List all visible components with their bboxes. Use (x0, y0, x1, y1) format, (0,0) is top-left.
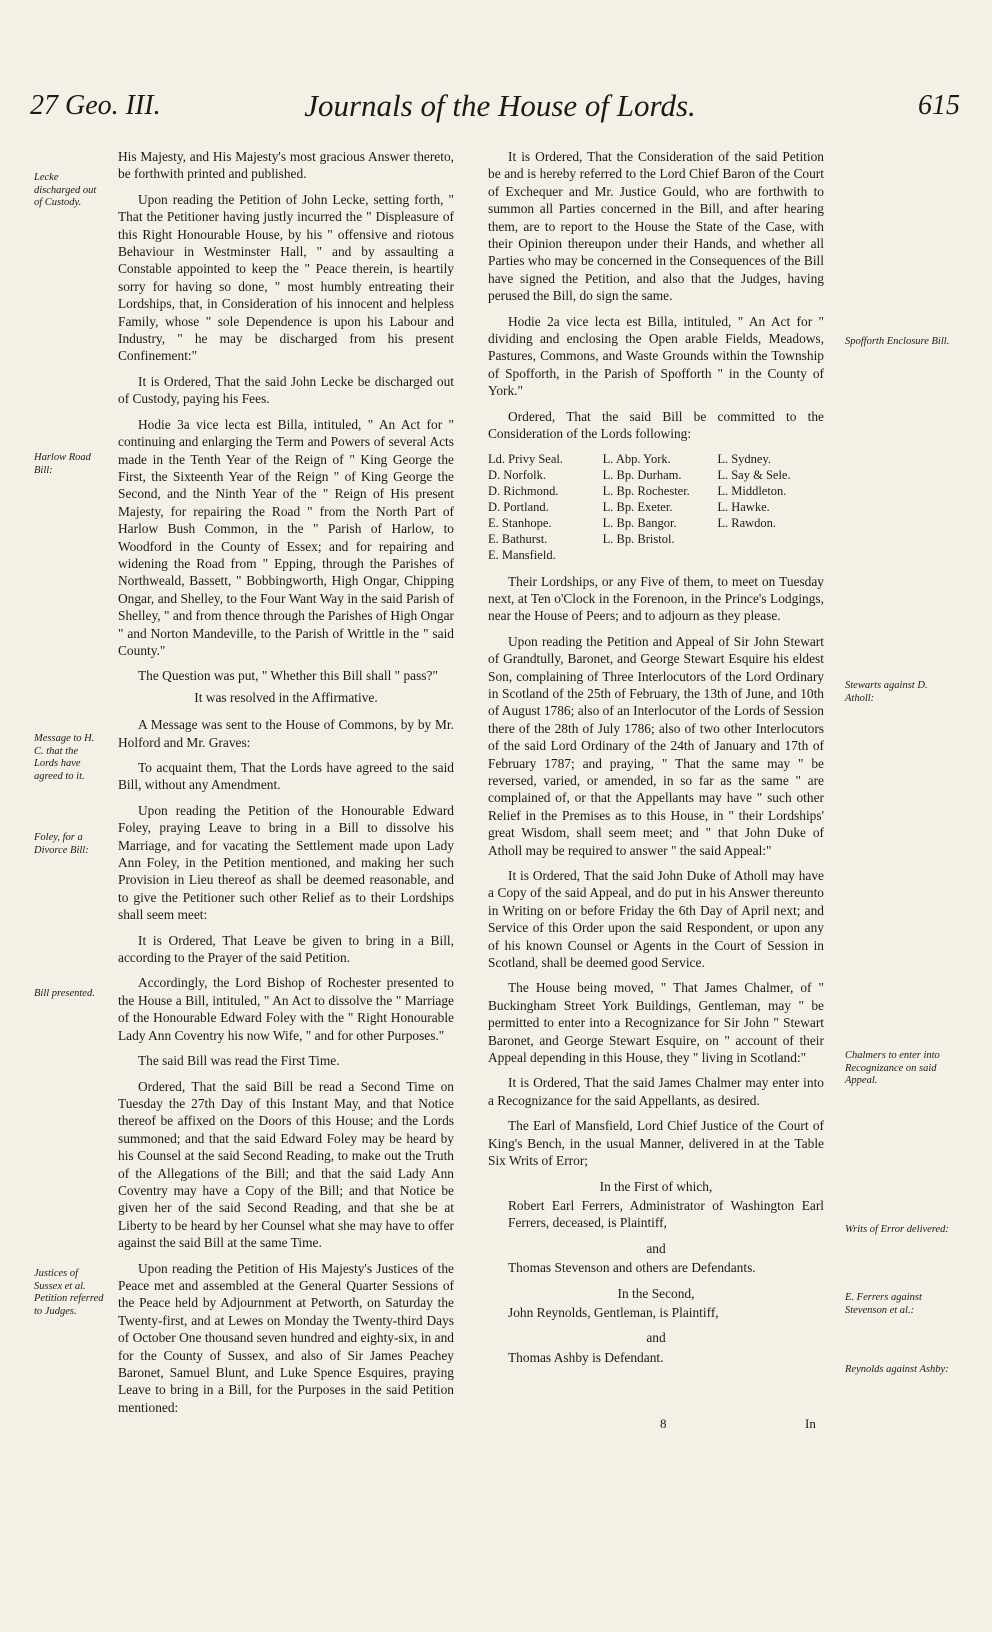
lords-list-col3 (717, 451, 824, 563)
left-column (118, 148, 454, 1424)
lord-name: L. Bp. Bristol. (602, 531, 675, 546)
lord-name: L. Rawdon. (717, 515, 777, 530)
paragraph: Their Lordships, or any Five of them, to meet on Tuesday next, at Ten o'Clock in the Forenoon, in the Prince's Lodgings, near the House of Peers; and to adjourn as they please. (488, 573, 824, 624)
lord-name: L. Say & Sele. (717, 467, 791, 482)
writ-line: In the Second, (617, 1285, 695, 1301)
lord-name: L. Hawke. (717, 499, 770, 514)
writ-line: Thomas Ashby is Defendant. (508, 1349, 664, 1365)
lord-name: Ld. Privy Seal. (488, 451, 563, 466)
lord-name: L. Sydney. (717, 451, 772, 466)
paragraph: A Message was sent to the House of Commons, by by Mr. Holford and Mr. Graves: (118, 717, 454, 750)
paragraph: It is Ordered, That the said John Duke of Atholl may have a Copy of the said Appeal, and do put in his Answer thereunto in Writing on or before Friday the 6th Day of April next; and Service of this Order upon the said Respondent, or upon any of his known Counsel or Agents in the Court of Session in Scotland, shall be deemed good Service. (488, 868, 824, 971)
paragraph: Ordered, That the said Bill be committed to the Consideration of the Lords following: (488, 408, 824, 442)
regnal-year: 27 Geo. III. (30, 90, 161, 121)
margin-note: Justices of Sussex et al. Petition referred to Judges. (34, 1268, 104, 1317)
paragraph: Ordered, That the said Bill be read a Second Time on Tuesday the 27th Day of this Instant May, and that Notice thereof be affixed on the Doors of this House; and the Lords summoned; and that the said Edward Foley may be heard by his Counsel at the said Second Reading, to make out the Truth of the Allegations of the Bill; and that the said Lady Ann Coventry may have a Copy of the Bill; and that Notice be given her of the said Second Reading, and that she be at Liberty to be heard by her Counsel what she may have to offer against the said Bill at the same Time. (118, 1078, 454, 1251)
paragraph: To acquaint them, That the Lords have agreed to the said Bill, without any Amendment. (118, 760, 454, 793)
lord-name: L. Bp. Exeter. (602, 499, 673, 514)
paragraph: It is Ordered, That the said James Chalmer may enter into a Recognizance for the said Appellants, as desired. (488, 1075, 824, 1108)
paragraph: Hodie 3a vice lecta est Billa, intituled, " An Act for " continuing and enlarging the Term and Powers of several Acts made in the Tenth Year of the Reign of " King George the First, the Sixteenth Year of the Reign " of King George the Second, and the Ninth Year of the " Reign of His present Majesty, for repairing the Road " from the North Part of Harlow Bush Common, in the " Parish of Harlow, to Woodford in the County of Essex; and for repairing and widening the Road from " Epping, through the Parishes of Northweald, Bassett, " Bobbingworth, High Ongar, Chipping Ongar, and Shelley, to the Four Want Way in the said Parish of Shelley, " and from thence through the Parishes of High Ongar " and Norton Mandeville, to the Parish of Writtle in the " said County." (118, 416, 454, 658)
writ-line: John Reynolds, Gentleman, is Plaintiff, (508, 1304, 719, 1320)
margin-note: Reynolds against Ashby: (845, 1364, 949, 1375)
paragraph: The House being moved, " That James Chalmer, of " Buckingham Street York Buildings, Gentleman, may " be permitted to enter into a Recognizance for Sir John " Stewart Baronet, and George Stewart Esquire, on " account of their Appeal depending in this House, they " living in Scotland:" (488, 980, 824, 1066)
margin-note: Foley, for a Divorce Bill: (34, 832, 89, 856)
paragraph: It is Ordered, That Leave be given to bring in a Bill, according to the Prayer of the said Petition. (118, 932, 454, 966)
margin-note: Writs of Error delivered: (845, 1224, 949, 1235)
margin-note: Harlow Road Bill: (34, 452, 91, 476)
page-number: 615 (918, 90, 960, 121)
lord-name: L. Middleton. (717, 483, 787, 498)
margin-note: Chalmers to enter into Recognizance on said Appeal. (845, 1050, 940, 1087)
lords-committee-list (488, 451, 824, 563)
catchword: In (805, 1416, 816, 1431)
paragraph: Accordingly, the Lord Bishop of Rochester presented to the House a Bill, intituled, " An Act to dissolve the " Marriage of the Honourable Edward Foley with the " Right Honourable Lady Ann Coventry his now Wife, " and for other Purposes." (118, 975, 454, 1043)
lord-name: D. Portland. (488, 499, 549, 514)
writ-line: and (646, 1240, 666, 1256)
lord-name: E. Stanhope. (488, 515, 552, 530)
paragraph: The said Bill was read the First Time. (138, 1053, 340, 1069)
paragraph: Upon reading the Petition of the Honourable Edward Foley, praying Leave to bring in a Bill to dissolve his Marriage, and for vacating the Settlement made upon Lady Ann Foley, in the Petition mentioned, and making her such Provision in Lieu thereof as shall be deemed reasonable, and to give the Petitioner such other Relief as to their Lordships shall seem meet: (118, 802, 454, 923)
paragraph: It is Ordered, That the said John Lecke be discharged out of Custody, paying his Fees. (118, 373, 454, 407)
margin-note: Stewarts against D. Atholl: (845, 680, 928, 704)
lords-list-col2 (603, 451, 710, 563)
paragraph: Upon reading the Petition and Appeal of Sir John Stewart of Grandtully, Baronet, and George Stewart Esquire his eldest Son, complaining of Three Interlocutors of the Lord Ordinary in Scotland of the 25th of February, the 13th of June, and 10th of August 1786; also of an Interlocutor of the Lords of Session there of the 28th of July 1786; also of two other Interlocutors of the said Lord Ordinary of the 24th of January and 17th of February 1787; and praying, " That the same may " be reversed, varied, or amended, in so far as the same " are complained of, or that the Appellants may have " such other Relief in the Premises as to this House, in " their Lordships' great Wisdom, shall seem meet; and " that John Duke of Atholl may be required to answer " the said Appeal:" (488, 633, 824, 858)
right-column (488, 148, 824, 1374)
lord-name: E. Bathurst. (488, 531, 548, 546)
writ-line: Thomas Stevenson and others are Defendants. (508, 1260, 756, 1276)
paragraph: The Earl of Mansfield, Lord Chief Justice of the Court of King's Bench, in the usual Manner, delivered in at the Table Six Writs of Error; (488, 1118, 824, 1169)
lord-name: E. Mansfield. (488, 547, 556, 562)
writ-line: and (646, 1330, 666, 1346)
lords-list-col1 (488, 451, 595, 563)
margin-note: Lecke discharged out of Custody. (34, 172, 97, 209)
lord-name: L. Bp. Bangor. (602, 515, 677, 530)
paragraph: The Question was put, " Whether this Bill shall " pass?" (138, 668, 438, 684)
writ-line: Robert Earl Ferrers, Administrator of Washington Earl Ferrers, deceased, is Plaintiff, (508, 1197, 824, 1231)
signature-mark: 8 (660, 1416, 667, 1431)
margin-note: Bill presented. (34, 988, 95, 999)
lord-name: L. Abp. York. (602, 451, 671, 466)
margin-note: Spofforth Enclosure Bill. (845, 336, 950, 347)
paragraph: His Majesty, and His Majesty's most gracious Answer thereto, be forthwith printed and published. (118, 149, 454, 182)
paragraph: It was resolved in the Affirmative. (194, 689, 378, 705)
margin-note: E. Ferrers against Stevenson et al.: (845, 1292, 922, 1316)
page-header (30, 82, 960, 132)
lord-name: L. Bp. Rochester. (602, 483, 690, 498)
paragraph: Upon reading the Petition of His Majesty's Justices of the Peace met and assembled at the General Quarter Sessions of the Peace held by Adjournment at Petworth, on Saturday the Twenty-first, and at Lewes on Monday the Twenty-third Days of October One thousand seven hundred and eighty-six, in and for the County of Sussex, and also of Sir James Peachey Baronet, Samuel Blunt, and Luke Spence Esquires, praying Leave to bring in a Bill, for the Purposes in the said Petition mentioned: (118, 1260, 454, 1415)
paragraph: Hodie 2a vice lecta est Billa, intituled, " An Act for " dividing and enclosing the Open arable Fields, Meadows, Pastures, Commons, and Waste Grounds within the Township of Spofforth, in the Parish of Spofforth " in the County of York." (488, 313, 824, 399)
page-title: Journals of the House of Lords. (304, 88, 696, 123)
paragraph: It is Ordered, That the Consideration of the said Petition be and is hereby referred to the Lord Chief Baron of the Court of Exchequer and Mr. Justice Gould, who are forthwith to summon all Parties concerned in the Bill, and after hearing them, are to report to the House the State of the Case, with their Opinion thereupon under their Hands, and whether all Parties who may be concerned in the Consequences of the Bill have signed the Petition, and also that the Judges, having perused the Bill, do sign the same. (488, 149, 824, 304)
paragraph: Upon reading the Petition of John Lecke, setting forth, " That the Petitioner having justly incurred the " Displeasure of this Right Honourable House, by his " offensive and riotous Behaviour in Westminster Hall, " and by assaulting a Constable appointed to keep the " Peace therein, is heartily sorry for having so done, " most humbly entreating their Lordships, that, in Consideration of his innocent and helpless Family, whose " sole Dependence is upon his Labour and Industry, " he may be discharged from his present Confinement:" (118, 191, 454, 364)
lord-name: D. Richmond. (488, 483, 559, 498)
margin-note: Message to H. C. that the Lords have agreed to it. (34, 733, 95, 782)
writ-line: In the First of which, (599, 1178, 713, 1194)
lord-name: L. Bp. Durham. (602, 467, 682, 482)
lord-name: D. Norfolk. (488, 467, 546, 482)
